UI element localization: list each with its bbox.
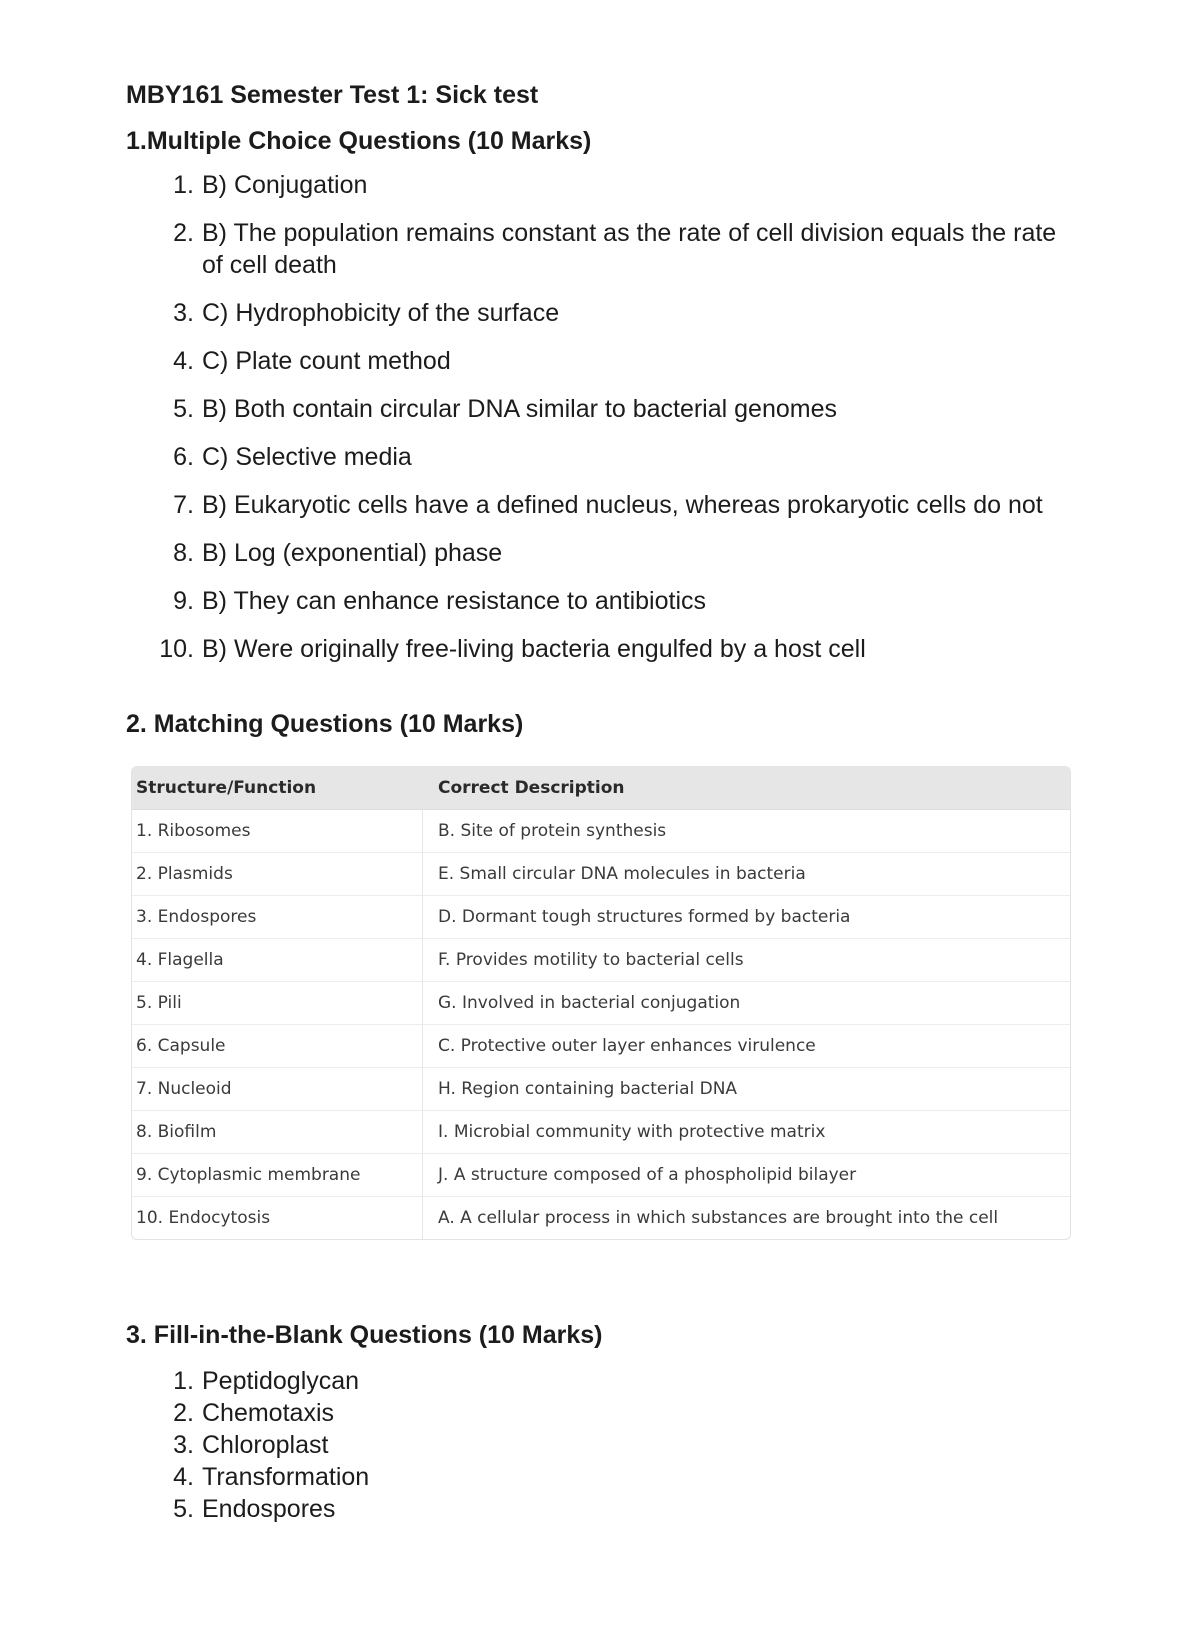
item-number: 3. bbox=[173, 1431, 194, 1459]
fill-in-heading: 3. Fill-in-the-Blank Questions (10 Marks) bbox=[126, 1321, 603, 1349]
list-item bbox=[126, 217, 1076, 281]
table-row bbox=[132, 1154, 1070, 1197]
item-answer: B) Log (exponential) phase bbox=[202, 539, 503, 567]
list-item bbox=[126, 393, 1076, 425]
item-answer: Peptidoglycan bbox=[202, 1367, 360, 1395]
item-number: 9. bbox=[173, 587, 194, 615]
description-cell: H. Region containing bacterial DNA bbox=[423, 1068, 1070, 1111]
table-row bbox=[132, 810, 1070, 853]
item-number: 8. bbox=[173, 539, 194, 567]
column-header-description: Correct Description bbox=[423, 767, 1070, 810]
matching-table bbox=[131, 766, 1071, 1240]
table-row bbox=[132, 939, 1070, 982]
list-item bbox=[126, 1397, 1076, 1429]
item-number: 4. bbox=[173, 1463, 194, 1491]
list-item bbox=[126, 169, 1076, 201]
description-cell: C. Protective outer layer enhances virulence bbox=[423, 1025, 1070, 1068]
document-title: MBY161 Semester Test 1: Sick test bbox=[126, 81, 539, 109]
structure-cell: 8. Biofilm bbox=[132, 1111, 423, 1154]
item-answer: Transformation bbox=[202, 1463, 370, 1491]
structure-cell: 7. Nucleoid bbox=[132, 1068, 423, 1111]
list-item bbox=[126, 345, 1076, 377]
list-item bbox=[126, 1461, 1076, 1493]
column-header-structure: Structure/Function bbox=[132, 767, 423, 810]
table-row bbox=[132, 853, 1070, 896]
description-cell: E. Small circular DNA molecules in bacteria bbox=[423, 853, 1070, 896]
item-number: 10. bbox=[159, 635, 194, 663]
multiple-choice-section bbox=[126, 126, 1076, 665]
description-cell: I. Microbial community with protective matrix bbox=[423, 1111, 1070, 1154]
structure-cell: 5. Pili bbox=[132, 982, 423, 1025]
list-item bbox=[126, 633, 1076, 665]
multiple-choice-heading: 1.Multiple Choice Questions (10 Marks) bbox=[126, 127, 592, 155]
item-answer: B) Eukaryotic cells have a defined nucleus, whereas prokaryotic cells do not bbox=[202, 491, 1043, 519]
item-answer: Chloroplast bbox=[202, 1431, 329, 1459]
description-cell: G. Involved in bacterial conjugation bbox=[423, 982, 1070, 1025]
item-number: 5. bbox=[173, 395, 194, 423]
table-row bbox=[132, 982, 1070, 1025]
item-number: 2. bbox=[173, 1399, 194, 1427]
item-number: 6. bbox=[173, 443, 194, 471]
item-answer: Chemotaxis bbox=[202, 1399, 334, 1427]
structure-cell: 6. Capsule bbox=[132, 1025, 423, 1068]
list-item bbox=[126, 1493, 1076, 1525]
item-number: 4. bbox=[173, 347, 194, 375]
fill-in-section bbox=[126, 1320, 1076, 1525]
multiple-choice-list bbox=[126, 169, 1076, 665]
matching-heading: 2. Matching Questions (10 Marks) bbox=[126, 710, 524, 738]
item-number: 1. bbox=[173, 171, 194, 199]
document-page bbox=[126, 80, 1076, 1525]
structure-cell: 1. Ribosomes bbox=[132, 810, 423, 853]
item-number: 1. bbox=[173, 1367, 194, 1395]
structure-cell: 9. Cytoplasmic membrane bbox=[132, 1154, 423, 1197]
table-row bbox=[132, 896, 1070, 939]
item-number: 2. bbox=[173, 219, 194, 247]
list-item bbox=[126, 489, 1076, 521]
item-answer: C) Plate count method bbox=[202, 347, 451, 375]
structure-cell: 2. Plasmids bbox=[132, 853, 423, 896]
list-item bbox=[126, 1365, 1076, 1397]
table-row bbox=[132, 1025, 1070, 1068]
item-answer: B) Conjugation bbox=[202, 171, 368, 199]
item-answer: C) Selective media bbox=[202, 443, 412, 471]
item-answer: C) Hydrophobicity of the surface bbox=[202, 299, 560, 327]
table-row bbox=[132, 1068, 1070, 1111]
table-row bbox=[132, 1111, 1070, 1154]
item-number: 5. bbox=[173, 1495, 194, 1523]
list-item bbox=[126, 297, 1076, 329]
list-item bbox=[126, 537, 1076, 569]
table-header-row bbox=[132, 767, 1070, 810]
list-item bbox=[126, 1429, 1076, 1461]
item-answer: Endospores bbox=[202, 1495, 336, 1523]
description-cell: D. Dormant tough structures formed by bacteria bbox=[423, 896, 1070, 939]
description-cell: A. A cellular process in which substances are brought into the cell bbox=[438, 1208, 999, 1228]
description-cell: J. A structure composed of a phospholipid bilayer bbox=[423, 1154, 1070, 1197]
item-number: 7. bbox=[173, 491, 194, 519]
item-number: 3. bbox=[173, 299, 194, 327]
fill-in-list bbox=[126, 1365, 1076, 1525]
item-answer: B) They can enhance resistance to antibiotics bbox=[202, 587, 706, 615]
table-row bbox=[132, 1197, 1070, 1239]
structure-cell: 3. Endospores bbox=[132, 896, 423, 939]
description-cell: B. Site of protein synthesis bbox=[423, 810, 1070, 853]
structure-cell: 4. Flagella bbox=[132, 939, 423, 982]
structure-cell: 10. Endocytosis bbox=[132, 1197, 423, 1239]
list-item bbox=[126, 585, 1076, 617]
matching-section bbox=[126, 709, 1076, 1240]
item-answer: B) The population remains constant as the rate of cell division equals the rate of cell death bbox=[202, 219, 1057, 279]
item-answer: B) Were originally free-living bacteria engulfed by a host cell bbox=[202, 635, 866, 663]
list-item bbox=[126, 441, 1076, 473]
description-cell: F. Provides motility to bacterial cells bbox=[423, 939, 1070, 982]
item-answer: B) Both contain circular DNA similar to bacterial genomes bbox=[202, 395, 837, 423]
